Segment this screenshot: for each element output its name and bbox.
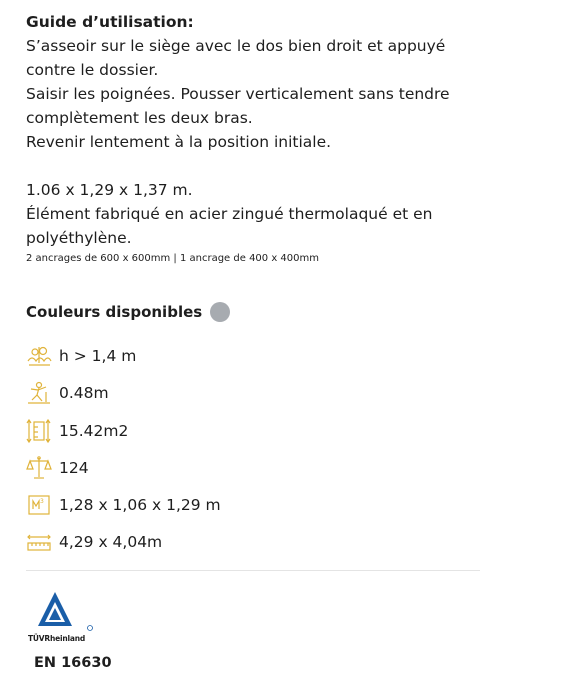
spec-volume xyxy=(26,492,221,518)
spec-free-height xyxy=(26,380,109,406)
spec-value: 4,29 x 4,04m xyxy=(59,533,163,551)
material-text: polyéthylène. xyxy=(26,229,132,247)
available-colors xyxy=(26,300,230,324)
anchoring-text: 2 ancrages de 600 x 600mm | 1 ancrage de 400 x 400mm xyxy=(26,253,320,264)
guide-line: S’asseoir sur le siège avec le dos bien droit et appuyé xyxy=(26,37,446,55)
tuv-rheinland-logo xyxy=(26,590,98,642)
color-swatch-grey[interactable] xyxy=(210,302,230,322)
free-height-icon xyxy=(26,380,52,406)
spec-value: h > 1,4 m xyxy=(59,347,137,365)
dimensions-text: 1.06 x 1,29 x 1,37 m. xyxy=(26,181,193,199)
tuv-triangle-icon xyxy=(26,590,98,634)
norm-label: EN 16630 xyxy=(34,655,112,671)
colors-title: Couleurs disponibles xyxy=(26,303,203,321)
guide-line: Saisir les poignées. Pousser verticalement sans tendre xyxy=(26,85,450,103)
guide-line: complètement les deux bras. xyxy=(26,109,253,127)
material-text: Élément fabriqué en acier zingué thermolaqué et en xyxy=(26,205,433,223)
spec-value: 0.48m xyxy=(59,384,109,402)
volume-m3-icon xyxy=(26,492,52,518)
footprint-ruler-icon xyxy=(26,529,52,555)
spec-value: 15.42m2 xyxy=(59,422,129,440)
guide-title: Guide d’utilisation: xyxy=(26,13,194,31)
guide-line: contre le dossier. xyxy=(26,61,159,79)
spec-fall-height xyxy=(26,343,136,369)
divider xyxy=(26,570,480,571)
spec-value: 1,28 x 1,06 x 1,29 m xyxy=(59,496,221,514)
safety-area-icon xyxy=(26,418,52,444)
spec-footprint xyxy=(26,529,162,555)
spec-safety-area xyxy=(26,418,128,444)
weight-scale-icon xyxy=(26,455,52,481)
spec-weight xyxy=(26,455,89,481)
fall-height-icon xyxy=(26,343,52,369)
guide-line: Revenir lentement à la position initiale. xyxy=(26,133,332,151)
spec-value: 124 xyxy=(59,459,89,477)
tuv-logo-text: TÜVRheinland xyxy=(28,634,86,643)
svg-text:3: 3 xyxy=(40,498,44,505)
